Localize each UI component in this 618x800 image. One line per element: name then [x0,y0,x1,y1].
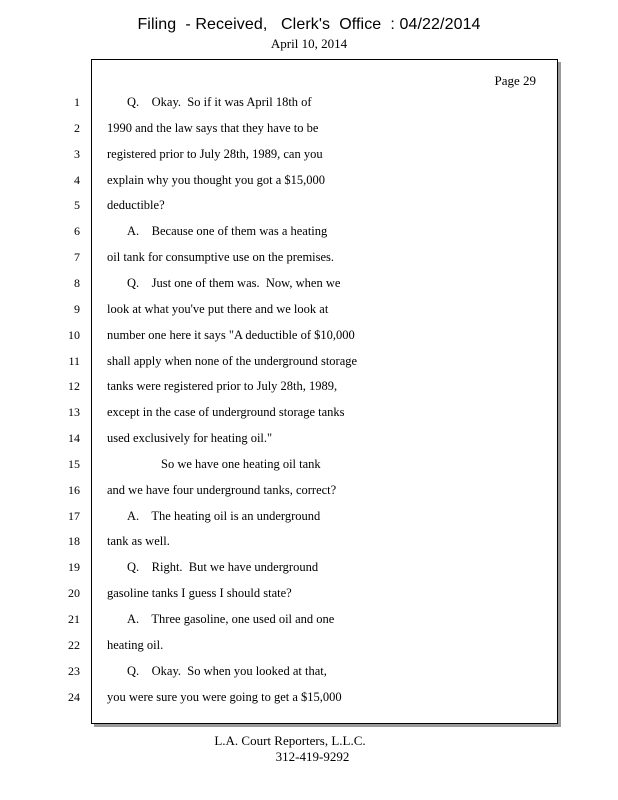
line-number: 12 [68,379,80,393]
transcript-line: oil tank for consumptive use on the premises. [107,250,335,264]
line-number: 24 [68,690,80,704]
transcript-line: tank as well. [107,534,170,548]
court-reporter-name: L.A. Court Reporters, L.L.C. [214,733,366,748]
filing-stamp: Filing - Received, Clerk's Office : 04/22/2014 [137,16,481,33]
line-number: 13 [68,405,80,419]
court-reporter-phone: 312-419-9292 [275,749,350,764]
transcript-line: shall apply when none of the underground storage [107,354,358,368]
transcript-line: Q. Right. But we have underground [127,560,319,574]
transcript-line: look at what you've put there and we look at [107,302,329,316]
line-number: 4 [74,173,80,187]
transcript-line: tanks were registered prior to July 28th, 1989, [107,379,338,393]
transcript-line: A. Three gasoline, one used oil and one [127,612,335,626]
line-number: 8 [74,276,80,290]
transcript-line: heating oil. [107,638,164,652]
line-number: 19 [68,560,80,574]
line-number: 6 [74,224,80,238]
line-number: 2 [74,121,80,135]
line-number: 3 [74,147,80,161]
transcript-line: number one here it says "A deductible of $10,000 [107,328,355,342]
transcript-line: except in the case of underground storage tanks [107,405,345,419]
line-number: 23 [68,664,80,678]
transcript-line: registered prior to July 28th, 1989, can you [107,147,323,161]
line-number: 22 [68,638,80,652]
line-number: 5 [74,198,80,212]
line-number: 15 [68,457,80,471]
transcript-line: gasoline tanks I guess I should state? [107,586,292,600]
line-number: 17 [68,509,80,523]
line-number: 9 [74,302,80,316]
transcript-line: deductible? [107,198,165,212]
transcript-line: 1990 and the law says that they have to be [107,121,319,135]
line-number: 14 [68,431,80,445]
transcript-line: Q. Okay. So if it was April 18th of [127,95,312,109]
line-number: 10 [68,328,80,342]
page-number: Page 29 [494,73,536,88]
line-number: 7 [74,250,80,264]
transcript-line: and we have four underground tanks, correct? [107,483,337,497]
line-number: 21 [68,612,80,626]
line-number: 11 [68,354,80,368]
deposition-date: April 10, 2014 [270,36,348,51]
transcript-line: A. The heating oil is an underground [127,509,321,523]
transcript-line: used exclusively for heating oil." [107,431,273,445]
transcript-line: you were sure you were going to get a $15,000 [107,690,342,704]
line-number: 16 [68,483,80,497]
transcript-line: So we have one heating oil tank [161,457,321,471]
line-number: 1 [74,95,80,109]
line-number: 20 [68,586,80,600]
transcript-line: explain why you thought you got a $15,000 [107,173,326,187]
transcript-line: A. Because one of them was a heating [127,224,328,238]
transcript-line: Q. Okay. So when you looked at that, [127,664,327,678]
line-number: 18 [68,534,80,548]
transcript-line: Q. Just one of them was. Now, when we [127,276,341,290]
